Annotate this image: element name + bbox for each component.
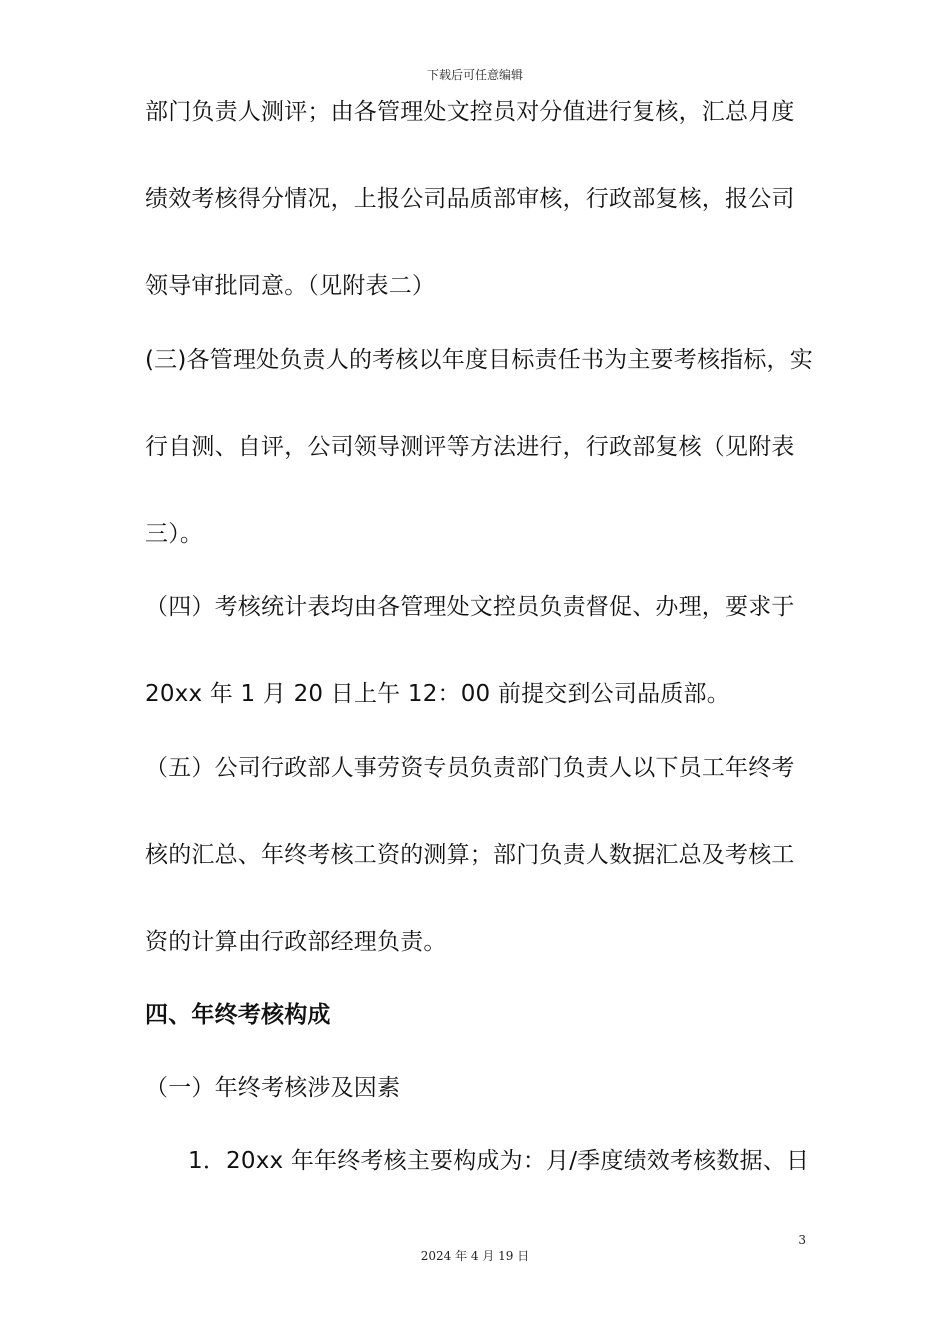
body-line: （五）公司行政部人事劳资专员负责部门负责人以下员工年终考 (145, 755, 795, 781)
footer-date: 2024 年 4 月 19 日 (420, 1249, 530, 1263)
section-heading: 四、年终考核构成 (145, 1002, 331, 1028)
body-line: (三)各管理处负责人的考核以年度目标责任书为主要考核指标，实 (145, 347, 813, 373)
body-line: 资的计算由行政部经理负责。 (145, 929, 447, 955)
header-note: 下载后可任意编辑 (426, 68, 523, 82)
subsection-heading: （一）年终考核涉及因素 (145, 1075, 401, 1101)
body-line: 行自测、自评，公司领导测评等方法进行，行政部复核（见附表 (145, 434, 795, 460)
body-line: 三）。 (145, 521, 204, 547)
body-line: 核的汇总、年终考核工资的测算；部门负责人数据汇总及考核工 (145, 842, 795, 868)
body-line: 部门负责人测评；由各管理处文控员对分值进行复核，汇总月度 (145, 99, 795, 125)
body-line: （四）考核统计表均由各管理处文控员负责督促、办理，要求于 (145, 594, 795, 620)
page-number: 3 (798, 1233, 806, 1247)
body-line: 绩效考核得分情况，上报公司品质部审核，行政部复核，报公司 (145, 186, 795, 212)
body-line: 1．20xx 年年终考核主要构成为：月/季度绩效考核数据、日 (188, 1148, 810, 1174)
body-line: 领导审批同意。（见附表二） (145, 273, 436, 299)
body-line: 20xx 年 1 月 20 日上午 12：00 前提交到公司品质部。 (145, 681, 730, 707)
